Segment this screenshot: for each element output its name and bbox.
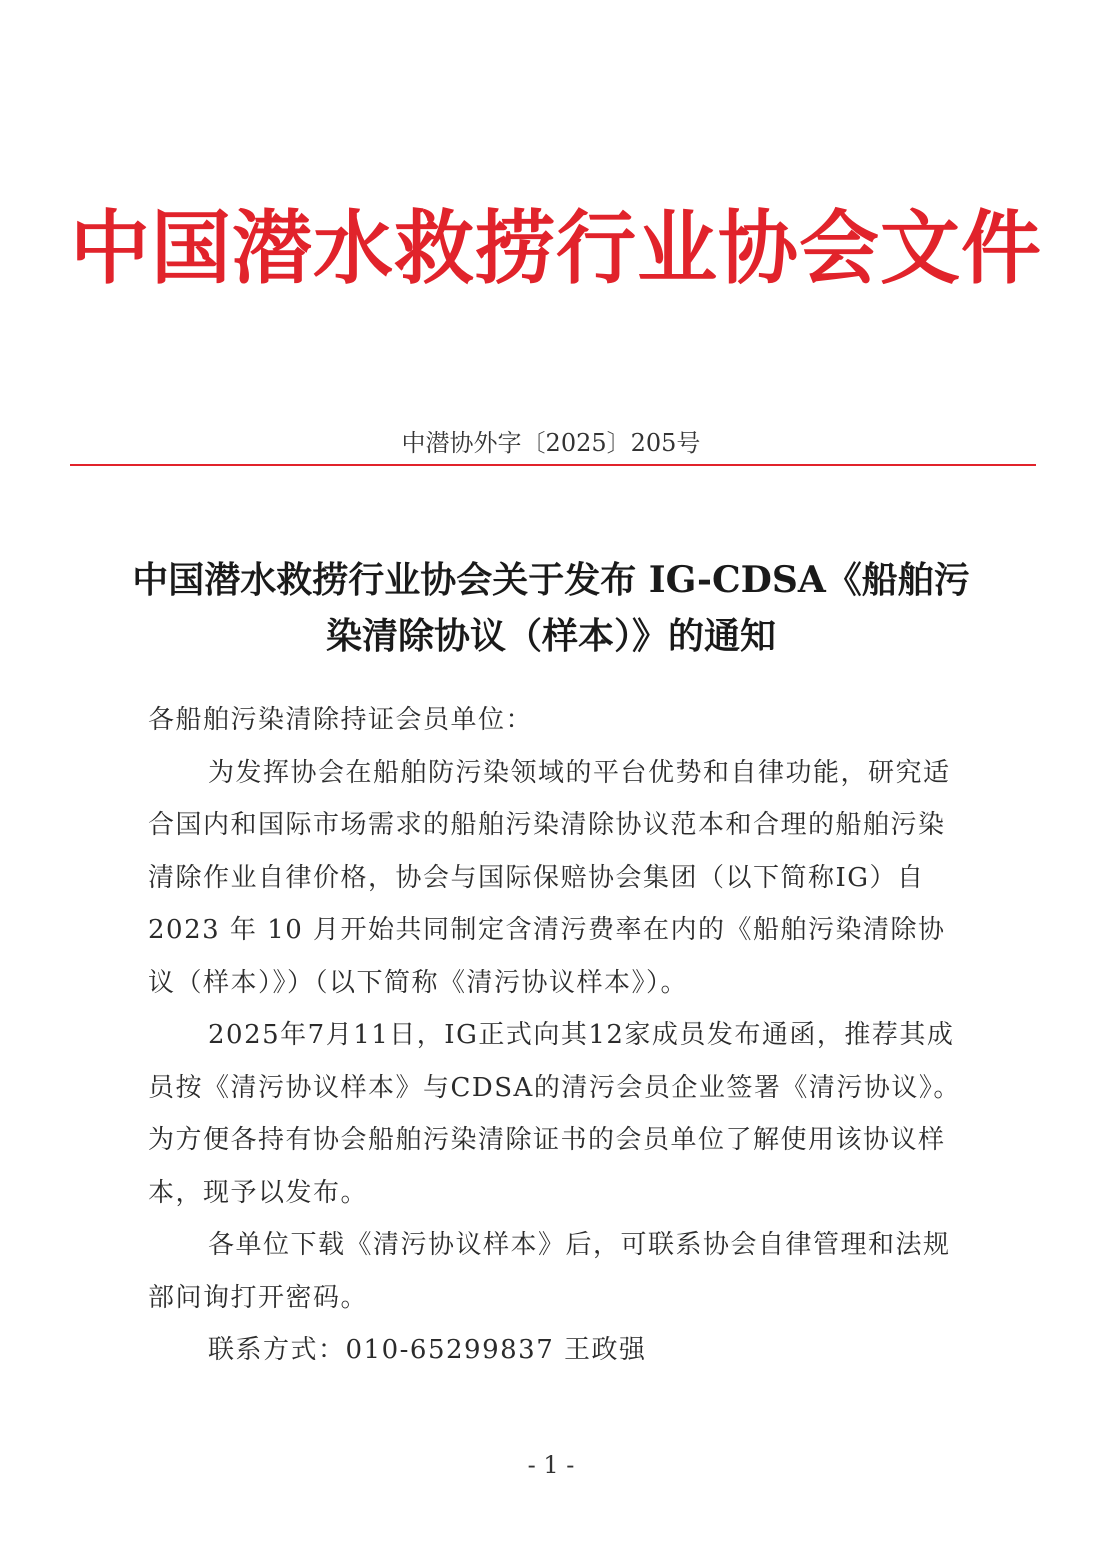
paragraph-1: 为发挥协会在船舶防污染领域的平台优势和自律功能，研究适合国内和国际市场需求的船舶污染清除协议范本和合理的船舶污染清除作业自律价格，协会与国际保赔协会集团（以下简称IG）自 2023 年 10 月开始共同制定含清污费率在内的《船舶污染清除协议（样本）》）（以下简称《清污协议样本》）。 — [148, 757, 951, 998]
paragraph-3: 各单位下载《清污协议样本》后，可联系协会自律管理和法规部问询打开密码。 — [148, 1230, 951, 1313]
notice-title — [60, 552, 1042, 664]
salutation: 各船舶污染清除持证会员单位： — [148, 705, 534, 735]
contact-line: 联系方式：010-65299837 王政强 — [208, 1335, 647, 1365]
page-number: - 1 - — [527, 1451, 575, 1479]
red-divider — [70, 464, 1036, 466]
paragraph-2: 2025年7月11日，IG正式向其12家成员发布通函，推荐其成员按《清污协议样本》与CDSA的清污会员企业签署《清污协议》。为方便各持有协会船舶污染清除证书的会员单位了解使用该协议样本，现予以发布。 — [148, 1020, 961, 1208]
notice-title-line-2: 染清除协议（样本）》的通知 — [325, 615, 776, 657]
org-file-header: 中国潜水救捞行业协会文件 — [70, 201, 1042, 295]
notice-body — [148, 694, 968, 1377]
notice-title-line-1: 中国潜水救捞行业协会关于发布 IG-CDSA《船舶污 — [132, 559, 970, 601]
document-number: 中潜协外字〔2025〕205号 — [401, 429, 701, 457]
